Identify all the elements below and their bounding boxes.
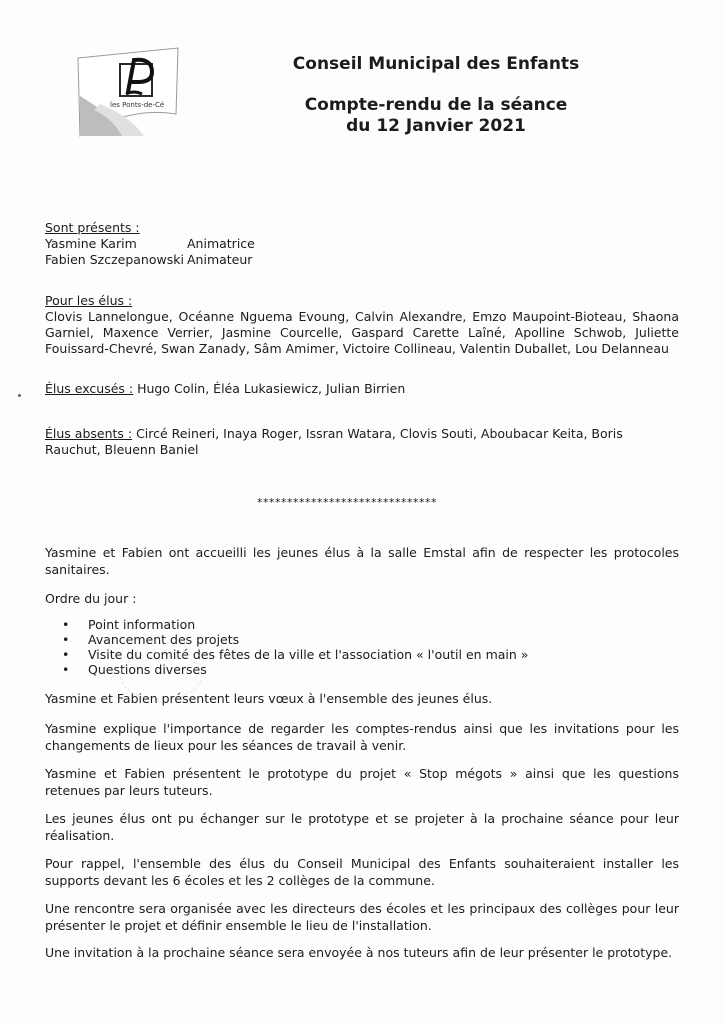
present-name: Yasmine Karim <box>45 236 137 251</box>
elus-label: Pour les élus : <box>45 293 133 308</box>
bullet: • <box>62 632 70 647</box>
subtitle-line-1: Compte-rendu de la séance <box>304 95 568 115</box>
logo-caption: les Ponts-de-Cé <box>110 101 165 109</box>
subtitle-line-2: du 12 Janvier 2021 <box>346 116 526 136</box>
present-role: Animateur <box>187 252 253 267</box>
paragraph-echange: Les jeunes élus ont pu échanger sur le prototype et se projeter à la prochaine séance pour leur réalisation. <box>45 811 679 843</box>
present-role: Animatrice <box>187 236 255 251</box>
paragraph-voeux: Yasmine et Fabien présentent leurs vœux à l'ensemble des jeunes élus. <box>45 691 493 706</box>
document-subtitle <box>250 95 622 137</box>
paragraph-rappel: Pour rappel, l'ensemble des élus du Conseil Municipal des Enfants souhaiteraient installer les supports devant les 6 écoles et les 2 collèges de la commune. <box>45 856 679 888</box>
agenda-item <box>62 632 528 647</box>
bullet: • <box>62 662 70 677</box>
agenda-heading: Ordre du jour : <box>45 591 137 606</box>
presents-section <box>45 220 679 268</box>
scan-speck <box>18 394 21 397</box>
absents-list: Circé Reineri, Inaya Roger, Issran Watara, Clovis Souti, Aboubacar Keita, Boris Rauchut, Bleuenn Baniel <box>45 426 623 457</box>
document-title: Conseil Municipal des Enfants <box>292 54 580 74</box>
present-name: Fabien Szczepanowski <box>45 252 184 267</box>
agenda-item-label: Point information <box>88 617 196 632</box>
paragraph-comptes-rendus: Yasmine explique l'importance de regarder les comptes-rendus ainsi que les invitations pour les changements de lieux pour les séances de travail à venir. <box>45 721 679 753</box>
agenda-item-label: Avancement des projets <box>88 632 240 647</box>
separator: ****************************** <box>257 496 437 509</box>
excuses-section <box>45 381 679 397</box>
bullet: • <box>62 647 70 662</box>
present-row <box>45 252 679 268</box>
absents-label: Élus absents : <box>45 426 133 441</box>
elus-section <box>45 293 679 357</box>
excuses-list: Hugo Colin, Éléa Lukasiewicz, Julian Birrien <box>133 381 406 396</box>
present-row <box>45 236 679 252</box>
excuses-label: Élus excusés : <box>45 381 134 396</box>
paragraph-prototype: Yasmine et Fabien présentent le prototype du projet « Stop mégots » ainsi que les questions retenues par leurs tuteurs. <box>45 766 679 798</box>
agenda-item-label: Visite du comité des fêtes de la ville et l'association « l'outil en main » <box>88 647 529 662</box>
agenda-item <box>62 617 528 632</box>
elus-list: Clovis Lannelongue, Océanne Nguema Evoung, Calvin Alexandre, Emzo Maupoint-Bioteau, Shaona Garniel, Maxence Verrier, Jasmine Courcelle, Gaspard Carette Laîné, Apolline Schwob, Juliette Fouissard-Chevré, Swan Zanady, Sâm Amimer, Victoire Collineau, Valentin Duballet, Lou Delanneau <box>45 309 679 356</box>
presents-label: Sont présents : <box>45 220 140 235</box>
agenda-item-label: Questions diverses <box>88 662 207 677</box>
paragraph-welcome: Yasmine et Fabien ont accueilli les jeunes élus à la salle Emstal afin de respecter les protocoles sanitaires. <box>45 545 679 577</box>
paragraph-invitation: Une invitation à la prochaine séance sera envoyée à nos tuteurs afin de leur présenter le prototype. <box>45 945 673 960</box>
city-logo <box>70 44 190 140</box>
bullet: • <box>62 617 70 632</box>
paragraph-rencontre: Une rencontre sera organisée avec les directeurs des écoles et les principaux des collèges pour leur présenter le projet et définir ensemble le lieu de l'installation. <box>45 901 679 933</box>
absents-section <box>45 426 679 458</box>
